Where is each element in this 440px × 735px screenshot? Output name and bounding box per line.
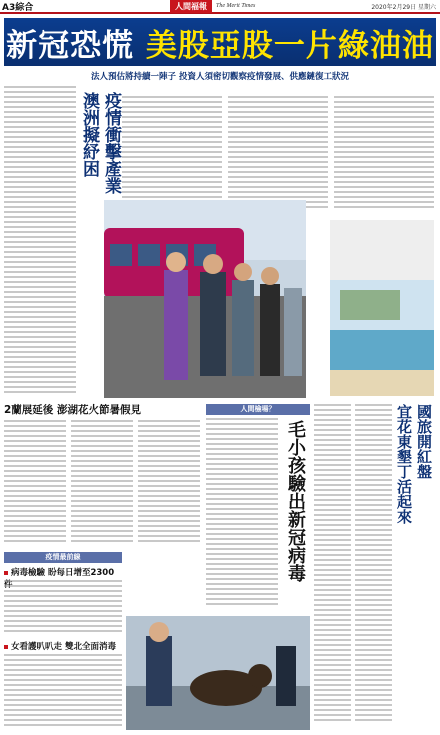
box-label-frontline: 疫情最前線 — [4, 552, 122, 563]
bullet-icon — [4, 571, 8, 575]
main-headline-part2: 美股亞股一片綠油油 — [145, 27, 434, 64]
article-body-virus-testing — [4, 580, 122, 636]
photo-illustration-dog — [126, 616, 310, 730]
headline-tourism-rebound: 國旅開紅盤 宜花東墾丁活起來 — [395, 404, 433, 524]
article-body-center-top — [122, 96, 434, 216]
photo-illustration — [104, 200, 306, 398]
box-label-kids: 人間檢場？ — [206, 404, 310, 415]
article-body-lantern — [4, 420, 200, 548]
dateline: 2020年2月29日 星期六 — [371, 3, 436, 11]
headline-virus-testing: 病毒檢驗 盼每日增至2300 — [4, 566, 122, 590]
article-body-tourism-rebound — [314, 404, 392, 730]
headline-tourism: 疫情衝擊產業 澳洲擬紓困 — [79, 92, 121, 194]
article-body-caregiver — [4, 654, 122, 730]
photo-tourists-beach — [330, 220, 434, 396]
section-label: A3綜合 — [2, 2, 34, 13]
headline-kids-virus: 毛小孩驗出新冠病毒 — [285, 420, 306, 582]
bullet-icon — [4, 645, 8, 649]
article-body-left-top — [4, 86, 76, 396]
headline-lantern-festival: 2蘭展延後 澎湖花火節暑假見 — [4, 404, 141, 416]
photo-dog — [126, 616, 310, 730]
newspaper-logo: 人間福報 — [170, 0, 212, 13]
headline-caregiver: 女看護叭叭走 雙北全面消毒 — [4, 640, 122, 652]
main-headline-banner — [4, 18, 436, 66]
newspaper-logo-english: The Merit Times — [216, 3, 256, 9]
main-headline — [6, 20, 434, 65]
main-headline-part1: 新冠恐慌 — [6, 27, 135, 64]
article-body-kids — [206, 418, 278, 614]
masthead — [0, 0, 440, 14]
photo-temperature-check — [104, 200, 306, 398]
photo-illustration-beach — [330, 220, 434, 396]
main-subheadline: 法人預估將持續一陣子 投資人須密切觀察疫情發展、供應鏈復工狀況 — [91, 72, 349, 82]
